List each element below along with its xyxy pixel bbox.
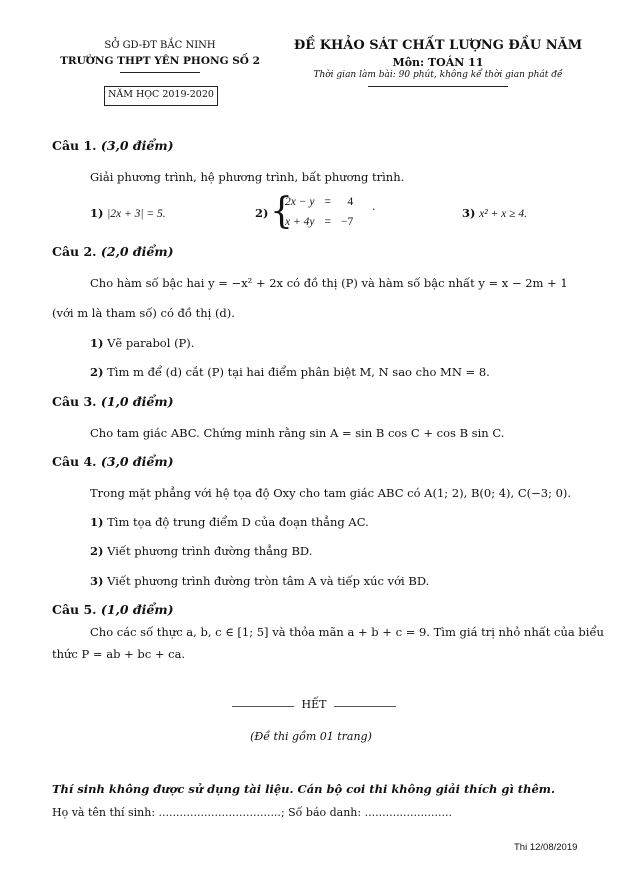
end-line-right	[334, 706, 396, 707]
candidate-name-blank[interactable]: ...................................	[158, 806, 281, 819]
exam-subject: Môn: TOÁN 11	[392, 56, 484, 69]
question-2-part-2	[90, 365, 490, 379]
exam-warning: Thí sinh không được sử dụng tài liệu. Cán bộ coi thi không giải thích gì thêm.	[52, 782, 555, 796]
question-2-title: Câu 2.	[52, 244, 97, 259]
question-5-points: (1,0 điểm)	[100, 602, 174, 617]
question-2-intro-line-2: (với m là tham số) có đồ thị (d).	[52, 306, 235, 320]
question-3-text: Cho tam giác ABC. Chứng minh rằng sin A = sin B cos C + cos B sin C.	[90, 426, 505, 440]
question-4-part-3	[90, 574, 429, 588]
candidate-number-label: ; Số báo danh:	[280, 806, 365, 819]
school-underline	[120, 72, 200, 73]
part-number: 1)	[90, 336, 104, 350]
part-text: Viết phương trình đường tròn tâm A và tiếp xúc với BD.	[107, 574, 430, 588]
system-row-2-eq: =	[324, 216, 331, 228]
part-number: 2)	[90, 544, 104, 558]
end-line-left	[232, 706, 294, 707]
question-5-line-1: Cho các số thực a, b, c ∈ [1; 5] và thỏa mãn a + b + c = 9. Tìm giá trị nhỏ nhất của biểu	[90, 625, 604, 639]
system-row-2-left: x + 4y	[285, 216, 315, 228]
question-3-heading	[52, 394, 174, 409]
title-underline	[368, 86, 508, 87]
question-4-intro: Trong mặt phẳng với hệ tọa độ Oxy cho tam giác ABC có A(1; 2), B(0; 4), C(−3; 0).	[90, 486, 572, 500]
system-row-1-eq: =	[324, 196, 331, 208]
question-4-part-2	[90, 544, 312, 558]
question-1-intro: Giải phương trình, hệ phương trình, bất phương trình.	[90, 170, 405, 184]
part-expression: |2x + 3| = 5.	[107, 208, 166, 220]
question-5-title: Câu 5.	[52, 602, 97, 617]
system-row-2-right: −7	[340, 216, 354, 228]
question-1-part-1	[90, 206, 166, 220]
question-4-points: (3,0 điểm)	[100, 454, 174, 469]
school-year: NĂM HỌC 2019-2020	[108, 89, 214, 100]
question-4-title: Câu 4.	[52, 454, 97, 469]
candidate-number-blank[interactable]: .........................	[364, 806, 453, 819]
question-1-part-3	[462, 206, 527, 220]
question-5-heading	[52, 602, 174, 617]
question-3-title: Câu 3.	[52, 394, 97, 409]
part-number: 3)	[462, 206, 476, 220]
question-2-intro-line-1: Cho hàm số bậc hai y = −x² + 2x có đồ thị (P) và hàm số bậc nhất y = x − 2m + 1	[90, 276, 568, 290]
pages-note: (Đề thi gồm 01 trang)	[250, 730, 372, 743]
department-name: SỞ GD-ĐT BẮC NINH	[104, 40, 216, 51]
part-text: Tìm tọa độ trung điểm D của đoạn thẳng AC.	[107, 515, 369, 529]
end-marker: HẾT	[301, 698, 327, 711]
part-text: Tìm m để (d) cắt (P) tại hai điểm phân biệt M, N sao cho MN = 8.	[107, 365, 490, 379]
system-period: .	[372, 200, 376, 213]
question-4-heading	[52, 454, 174, 469]
part-number: 2)	[90, 365, 104, 379]
exam-title: ĐỀ KHẢO SÁT CHẤT LƯỢNG ĐẦU NĂM	[293, 38, 583, 53]
equation-system	[280, 192, 358, 232]
question-5-line-2: thức P = ab + bc + ca.	[52, 647, 186, 661]
question-1-heading	[52, 138, 174, 153]
part-number: 3)	[90, 574, 104, 588]
part-expression: x² + x ≥ 4.	[479, 208, 527, 220]
question-4-part-1	[90, 515, 369, 529]
question-1-points: (3,0 điểm)	[100, 138, 174, 153]
print-stamp: Thi 12/08/2019	[514, 842, 578, 853]
question-2-points: (2,0 điểm)	[100, 244, 174, 259]
system-brace: {	[270, 191, 293, 232]
school-name: TRƯỜNG THPT YÊN PHONG SỐ 2	[60, 55, 260, 67]
question-1-title: Câu 1.	[52, 138, 97, 153]
candidate-info-line	[52, 806, 452, 819]
question-1-part-2-number: 2)	[255, 206, 269, 220]
part-number: 1)	[90, 515, 104, 529]
part-number: 1)	[90, 206, 104, 220]
system-row-1-left: 2x − y	[285, 196, 315, 208]
question-2-part-1	[90, 336, 194, 350]
part-text: Viết phương trình đường thẳng BD.	[107, 544, 313, 558]
system-row-1-right: 4	[347, 196, 354, 208]
question-3-points: (1,0 điểm)	[100, 394, 174, 409]
part-text: Vẽ parabol (P).	[107, 336, 195, 350]
exam-time: Thời gian làm bài: 90 phút, không kể thời gian phát đề	[313, 70, 563, 80]
question-2-heading	[52, 244, 174, 259]
candidate-name-label: Họ và tên thí sinh:	[52, 806, 159, 819]
